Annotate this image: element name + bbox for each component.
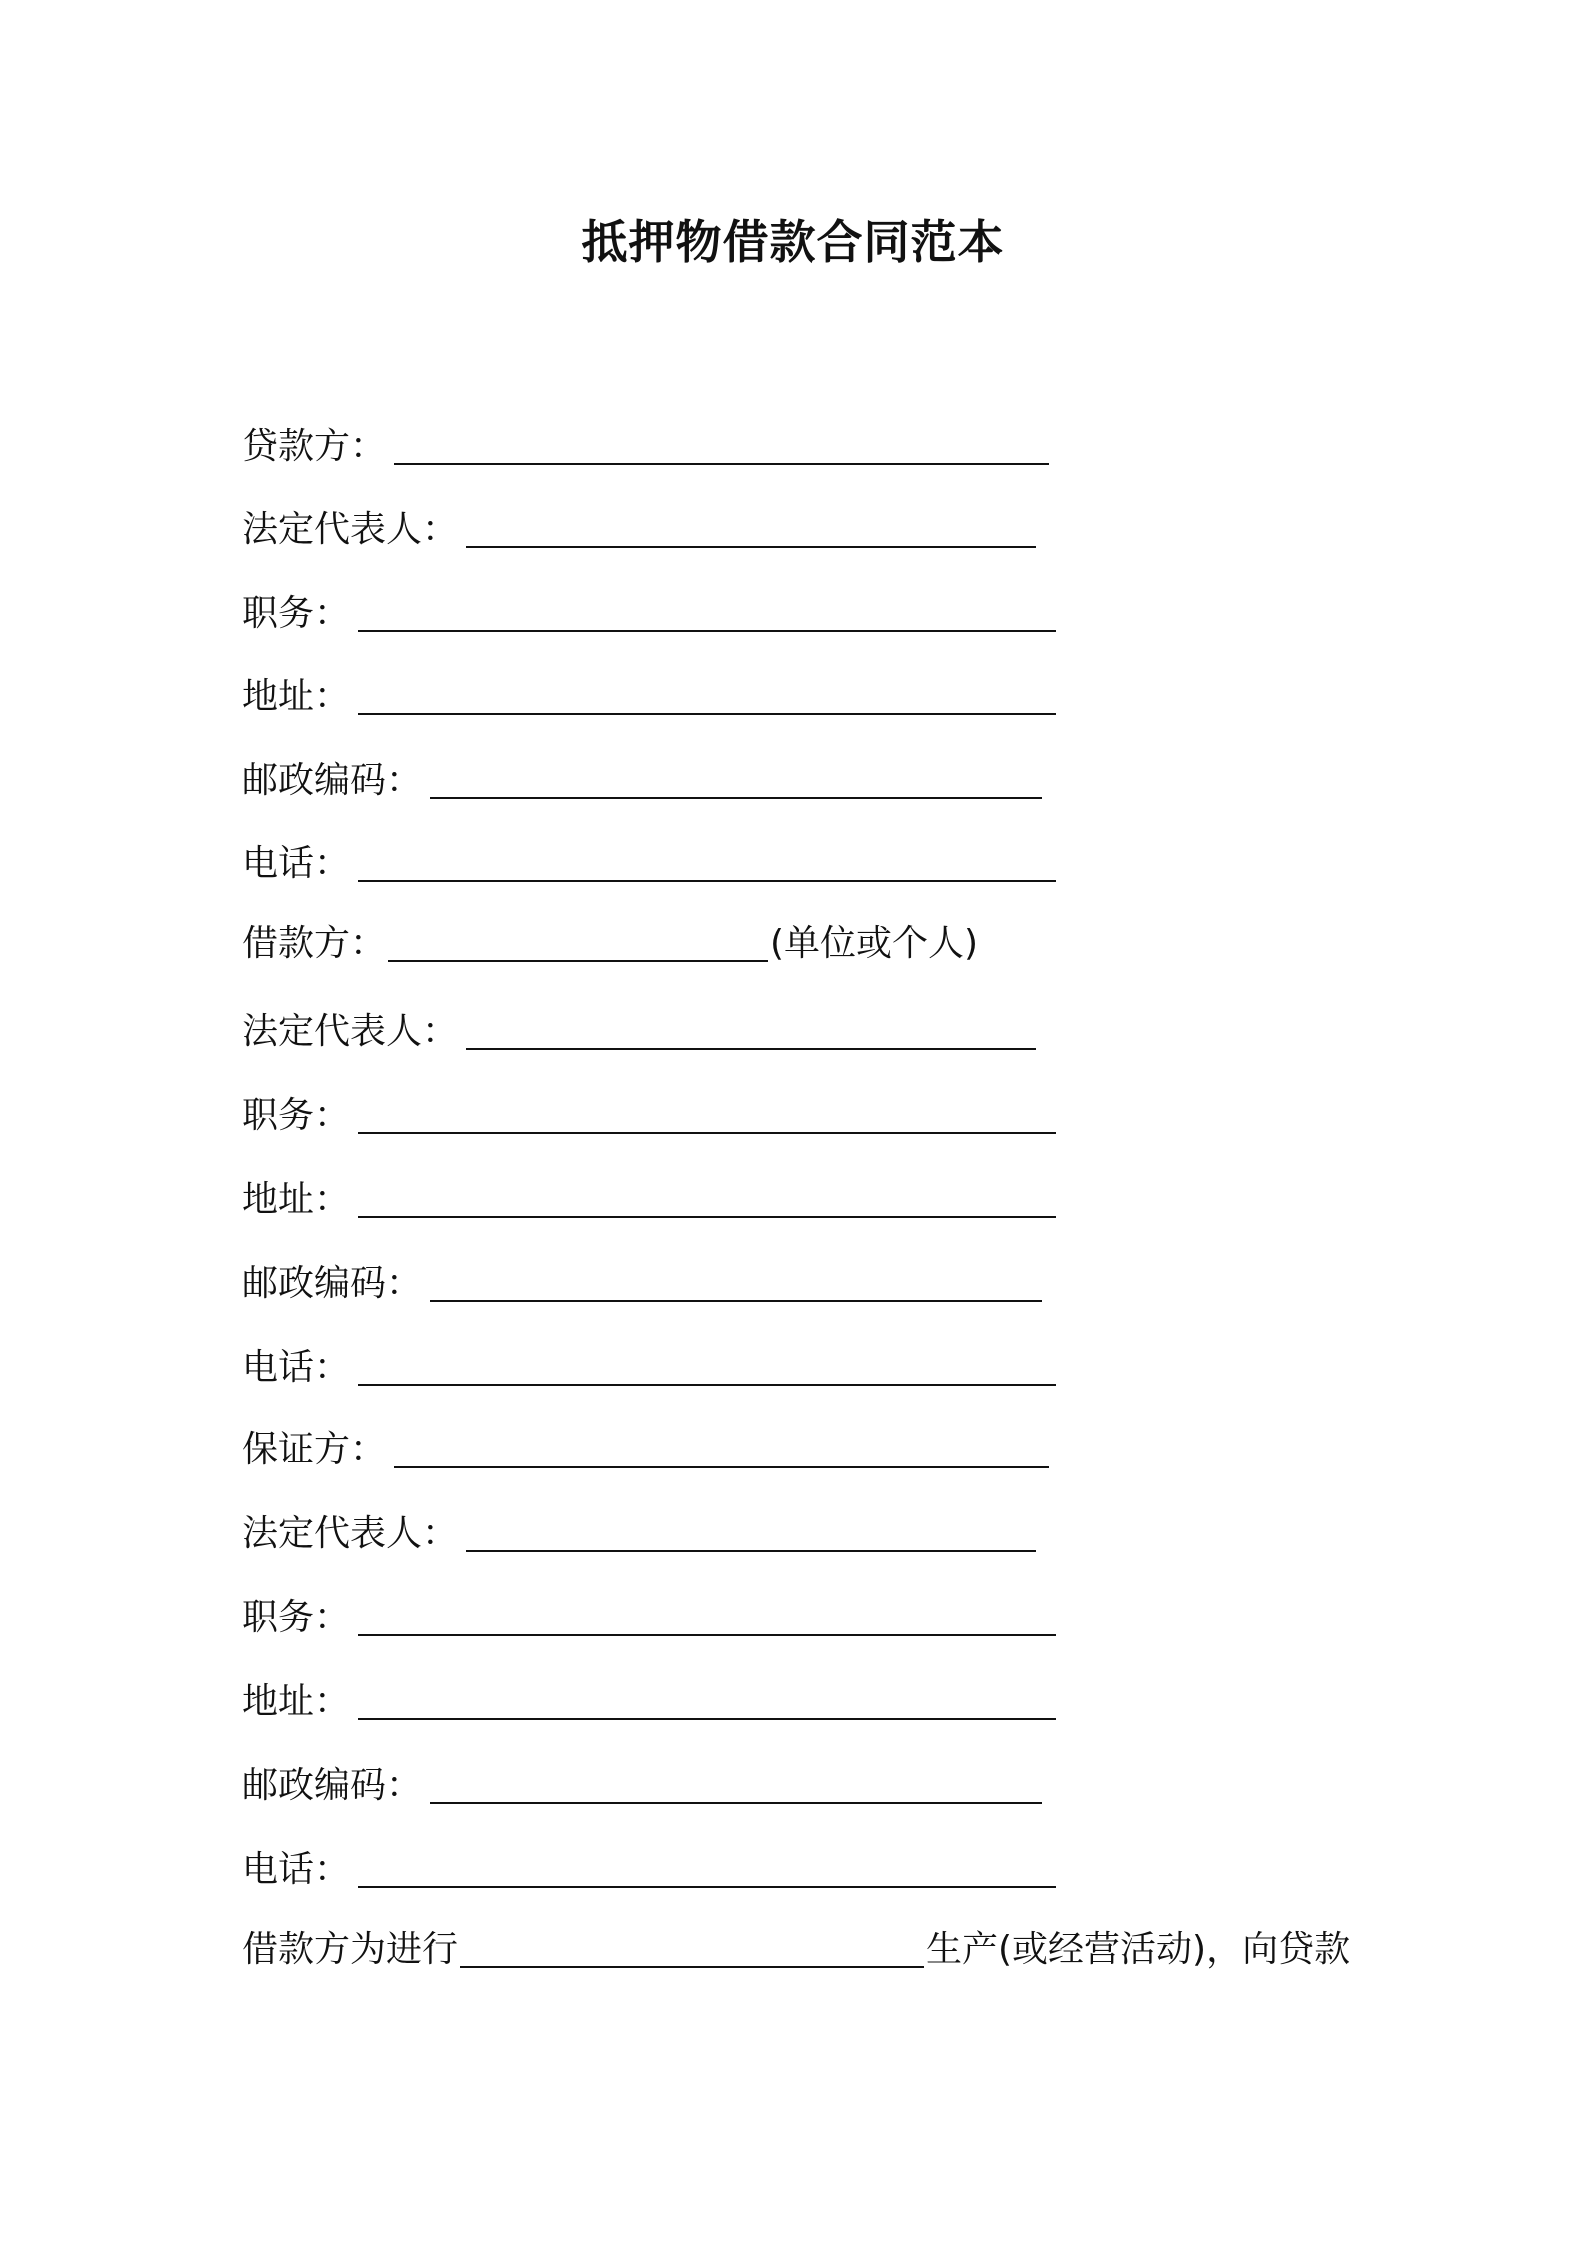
body-line	[242, 1918, 1350, 1974]
borrower-phone-blank[interactable]	[358, 1348, 1056, 1386]
lender-party-blank[interactable]	[394, 427, 1049, 465]
borrower-rep-label: 法定代表人：	[242, 1011, 459, 1052]
borrower-party-blank[interactable]	[388, 924, 768, 962]
borrower-rep-blank[interactable]	[466, 1012, 1036, 1050]
borrower-address-blank[interactable]	[358, 1180, 1056, 1218]
borrower-rep-row	[242, 1000, 1036, 1056]
borrower-party-row	[242, 912, 978, 968]
borrower-party-suffix: (单位或个人)	[770, 923, 979, 964]
borrower-phone-label: 电话：	[242, 1347, 351, 1388]
guarantor-rep-label: 法定代表人：	[242, 1513, 459, 1554]
guarantor-address-row	[242, 1670, 1056, 1726]
guarantor-rep-blank[interactable]	[466, 1514, 1036, 1552]
borrower-postcode-blank[interactable]	[430, 1264, 1042, 1302]
lender-position-blank[interactable]	[358, 594, 1056, 632]
guarantor-postcode-label: 邮政编码：	[242, 1765, 423, 1806]
lender-rep-label: 法定代表人：	[242, 509, 459, 550]
lender-position-row	[242, 582, 1056, 638]
guarantor-address-label: 地址：	[242, 1681, 351, 1722]
body-line-suffix: 生产(或经营活动)，向贷款	[926, 1929, 1351, 1970]
guarantor-address-blank[interactable]	[358, 1682, 1056, 1720]
guarantor-rep-row	[242, 1502, 1036, 1558]
guarantor-phone-row	[242, 1838, 1056, 1894]
lender-phone-label: 电话：	[242, 843, 351, 884]
lender-address-row	[242, 665, 1056, 721]
lender-address-label: 地址：	[242, 676, 351, 717]
lender-postcode-label: 邮政编码：	[242, 760, 423, 801]
lender-phone-row	[242, 832, 1056, 888]
lender-position-label: 职务：	[242, 593, 351, 634]
borrower-address-row	[242, 1168, 1056, 1224]
borrower-address-label: 地址：	[242, 1179, 351, 1220]
borrower-position-blank[interactable]	[358, 1096, 1056, 1134]
body-line-blank[interactable]	[460, 1930, 924, 1968]
guarantor-party-label: 保证方：	[242, 1429, 387, 1470]
borrower-position-label: 职务：	[242, 1095, 351, 1136]
lender-rep-row	[242, 498, 1036, 554]
lender-address-blank[interactable]	[358, 677, 1056, 715]
guarantor-phone-blank[interactable]	[358, 1850, 1056, 1888]
borrower-postcode-row	[242, 1252, 1042, 1308]
guarantor-postcode-row	[242, 1754, 1042, 1810]
guarantor-party-row	[242, 1418, 1049, 1474]
lender-rep-blank[interactable]	[466, 510, 1036, 548]
guarantor-phone-label: 电话：	[242, 1849, 351, 1890]
guarantor-position-blank[interactable]	[358, 1598, 1056, 1636]
borrower-postcode-label: 邮政编码：	[242, 1263, 423, 1304]
lender-party-row	[242, 415, 1049, 471]
guarantor-party-blank[interactable]	[394, 1430, 1049, 1468]
borrower-phone-row	[242, 1336, 1056, 1392]
borrower-position-row	[242, 1084, 1056, 1140]
body-line-prefix: 借款方为进行	[242, 1929, 459, 1970]
guarantor-position-row	[242, 1586, 1056, 1642]
lender-postcode-blank[interactable]	[430, 761, 1042, 799]
lender-phone-blank[interactable]	[358, 844, 1056, 882]
guarantor-postcode-blank[interactable]	[430, 1766, 1042, 1804]
guarantor-position-label: 职务：	[242, 1597, 351, 1638]
lender-party-label: 贷款方：	[242, 426, 387, 467]
page-title: 抵押物借款合同范本	[581, 215, 1005, 269]
borrower-party-label: 借款方：	[242, 923, 387, 964]
lender-postcode-row	[242, 749, 1042, 805]
